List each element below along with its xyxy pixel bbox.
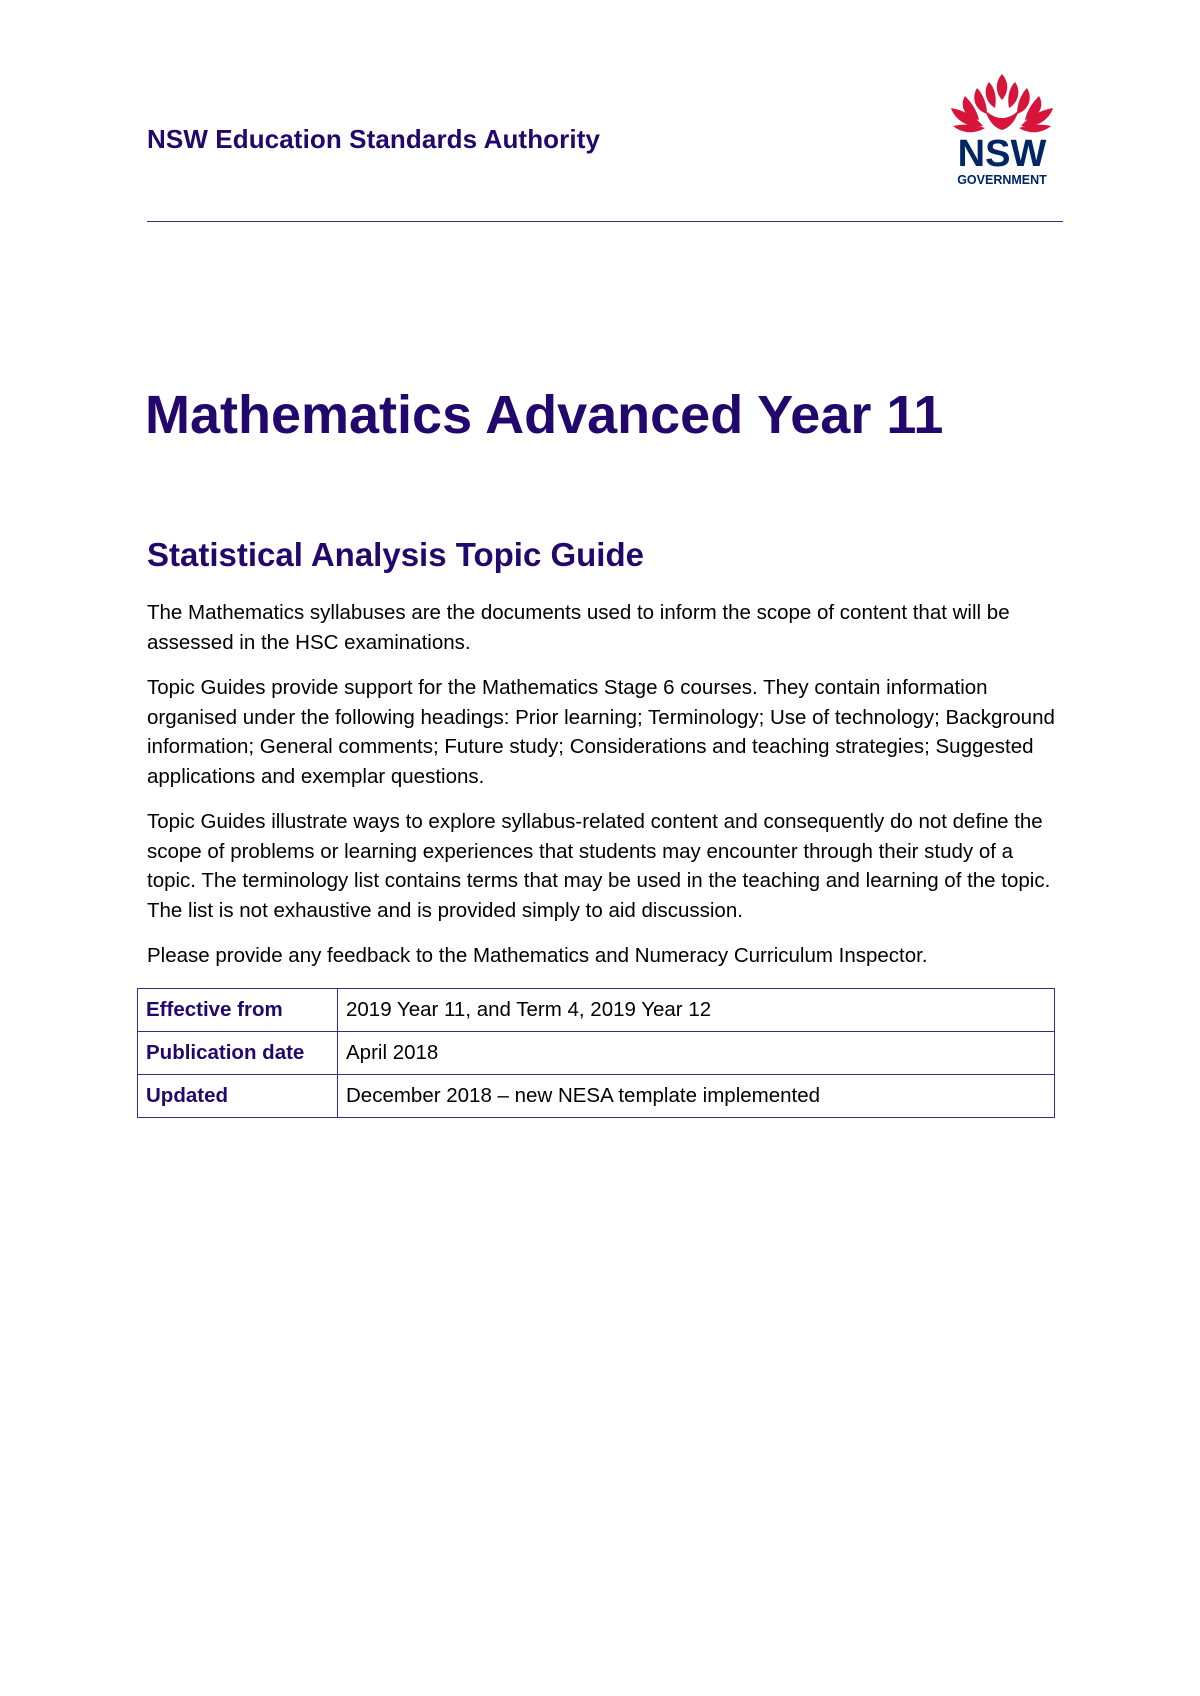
document-subtitle: Statistical Analysis Topic Guide <box>147 536 644 573</box>
table-value: December 2018 – new NESA template implemented <box>338 1075 1055 1118</box>
org-name: NSW Education Standards Authority <box>147 124 601 154</box>
table-row <box>138 1032 1055 1075</box>
nsw-government-logo <box>945 70 1060 190</box>
paragraph: Topic Guides illustrate ways to explore syllabus-related content and consequently do not define the scope of problems or learning experiences that students may encounter through their study of a topic. The terminology list contains terms that may be used in the teaching and learning of the topic. The list is not exhaustive and is provided simply to aid discussion. <box>147 810 1051 922</box>
header-divider <box>147 221 1063 222</box>
table-label: Effective from <box>138 989 338 1032</box>
table-row <box>138 989 1055 1032</box>
document-info-table <box>137 988 1055 1118</box>
paragraph: Topic Guides provide support for the Mathematics Stage 6 courses. They contain information organised under the following headings: Prior learning; Terminology; Use of technology; Background information; General comments; Future study; Considerations and teaching strategies; Suggested applications and exemplar questions. <box>147 676 1055 788</box>
paragraph: Please provide any feedback to the Mathematics and Numeracy Curriculum Inspector. <box>147 944 928 967</box>
table-label: Updated <box>138 1075 338 1118</box>
paragraph: The Mathematics syllabuses are the documents used to inform the scope of content that will be assessed in the HSC examinations. <box>147 601 1010 654</box>
logo-wordmark: NSW <box>957 133 1047 175</box>
logo-subtext: GOVERNMENT <box>957 173 1047 187</box>
nsw-waratah-logo-icon <box>951 74 1053 132</box>
table-row <box>138 1075 1055 1118</box>
table-value: 2019 Year 11, and Term 4, 2019 Year 12 <box>338 989 1055 1032</box>
table-value: April 2018 <box>338 1032 1055 1075</box>
intro-text <box>147 598 1067 987</box>
document-title: Mathematics Advanced Year 11 <box>145 385 944 445</box>
table-label: Publication date <box>138 1032 338 1075</box>
